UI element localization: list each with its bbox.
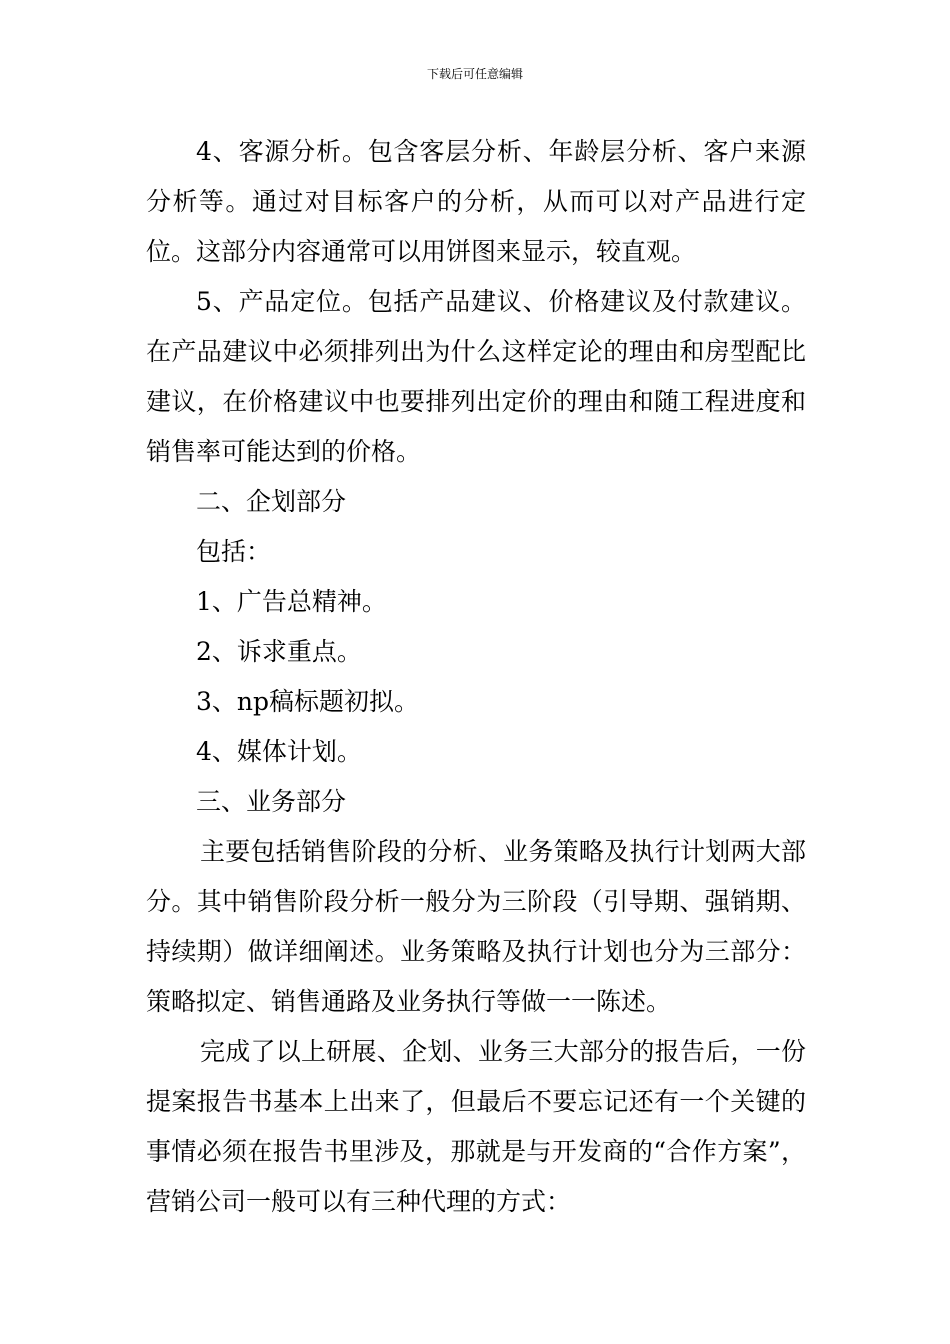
section-heading-business: 三、业务部分: [196, 787, 347, 816]
list-item-np-headline: 3、np稿标题初拟。: [196, 687, 420, 716]
paragraph-business-overview: 主要包括销售阶段的分析、业务策略及执行计划两大部分。其中销售阶段分析一般分为三阶段（引导期、强销期、持续期）做详细阐述。业务策略及执行计划也分为三部分：策略拟定、销售通路及业务执行等做一一陈述。: [146, 837, 806, 1016]
list-item-appeal-focus: 2、诉求重点。: [196, 637, 362, 666]
list-item-ad-spirit: 1、广告总精神。: [196, 587, 387, 616]
list-item-media-plan: 4、媒体计划。: [196, 737, 362, 766]
paragraph-cooperation-plan: 完成了以上研展、企划、业务三大部分的报告后，一份提案报告书基本上出来了，但最后不要忘记还有一个关键的事情必须在报告书里涉及，那就是与开发商的“合作方案”，营销公司一般可以有三种代理的方式：: [146, 1037, 806, 1216]
paragraph-includes: 包括：: [196, 537, 272, 566]
header-note: 下载后可任意编辑: [426, 67, 523, 81]
section-heading-planning: 二、企划部分: [196, 487, 347, 516]
document-body: [146, 127, 806, 1227]
paragraph-customer-analysis: 4、客源分析。包含客层分析、年龄层分析、客户来源分析等。通过对目标客户的分析，从而可以对产品进行定位。这部分内容通常可以用饼图来显示，较直观。: [146, 137, 806, 266]
paragraph-product-positioning: 5、产品定位。包括产品建议、价格建议及付款建议。在产品建议中必须排列出为什么这样定论的理由和房型配比建议，在价格建议中也要排列出定价的理由和随工程进度和销售率可能达到的价格。: [146, 287, 806, 466]
